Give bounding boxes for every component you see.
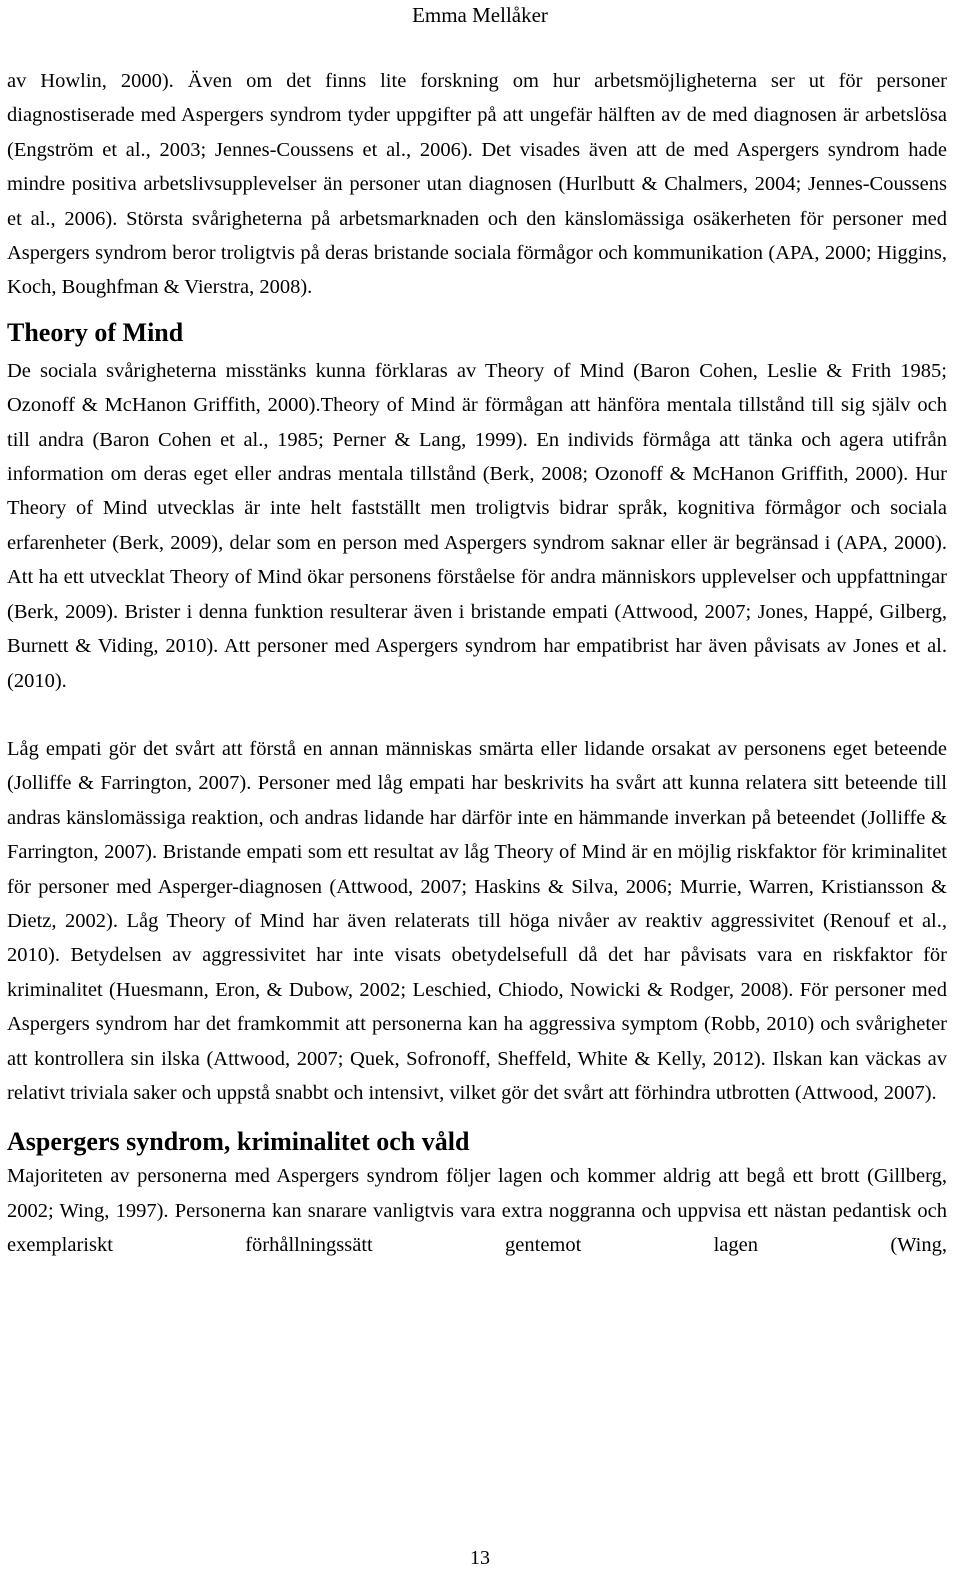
section-heading-theory-of-mind: Theory of Mind xyxy=(7,317,184,347)
section-heading-aspergers-crime-violence: Aspergers syndrom, kriminalitet och våld xyxy=(7,1127,470,1157)
theory-of-mind-paragraph: De sociala svårigheterna misstänks kunna förklaras av Theory of Mind (Baron Cohen, Leslie & Frith 1985; Ozonoff & McHanon Griffith, 2000).Theory of Mind är förmågan att hänföra mentala tillstånd till sig själv och till andra (Baron Cohen et al., 1985; Perner & Lang, 1999). En individs förmåga att tänka och agera utifrån information om deras eget eller andras mentala tillstånd (Berk, 2008; Ozonoff & McHanon Griffith, 2000). Hur Theory of Mind utvecklas är inte helt fastställt men troligtvis bidrar språk, kognitiva förmågor och sociala erfarenheter (Berk, 2009), delar som en person med Aspergers syndrom saknar eller är begränsad i (APA, 2000). Att ha ett utvecklat Theory of Mind ökar personens förståelse för andra människors upplevelser och uppfattningar (Berk, 2009). Brister i denna funktion resulterar även i bristande empati (Attwood, 2007; Jones, Happé, Gilberg, Burnett & Viding, 2010). Att personer med Aspergers syndrom har empatibrist har även påvisats av Jones et al. (2010). xyxy=(7,359,947,692)
empathy-paragraph: Låg empati gör det svårt att förstå en annan människas smärta eller lidande orsakat av personens eget beteende (Jolliffe & Farrington, 2007). Personer med låg empati har beskrivits ha svårt att kunna relatera sitt beteende till andras känslomässiga reaktion, och andras lidande har därför inte en hämmande inverkan på beteendet (Jolliffe & Farrington, 2007). Bristande empati som ett resultat av låg Theory of Mind är en möjlig riskfaktor för kriminalitet för personer med Asperger-diagnosen (Attwood, 2007; Haskins & Silva, 2006; Murrie, Warren, Kristiansson & Dietz, 2002). Låg Theory of Mind har även relaterats till höga nivåer av reaktiv aggressivitet (Renouf et al., 2010). Betydelsen av aggressivitet har inte visats obetydelsefull då det har påvisats vara en riskfaktor för kriminalitet (Huesmann, Eron, & Dubow, 2002; Leschied, Chiodo, Nowicki & Rodger, 2008). För personer med Aspergers syndrom har det framkommit att personerna kan ha aggressiva symptom (Robb, 2010) och svårigheter att kontrollera sin ilska (Attwood, 2007; Quek, Sofronoff, Sheffeld, White & Kelly, 2012). Ilskan kan väckas av relativt triviala saker och uppstå snabbt och intensivt, vilket gör det svårt att förhindra utbrotten (Attwood, 2007). xyxy=(7,737,947,1104)
intro-paragraph: av Howlin, 2000). Även om det finns lite forskning om hur arbetsmöjligheterna ser ut för personer diagnostiserade med Aspergers syndrom tyder uppgifter på att ungefär hälften av de med diagnosen är arbetslösa (Engström et al., 2003; Jennes-Coussens et al., 2006). Det visades även att de med Aspergers syndrom hade mindre positiva arbetslivsupplevelser än personer utan diagnosen (Hurlbutt & Chalmers, 2004; Jennes-Coussens et al., 2006). Största svårigheterna på arbetsmarknaden och den känslomässiga osäkerheten för personer med Aspergers syndrom beror troligtvis på deras bristande sociala förmågor och kommunikation (APA, 2000; Higgins, Koch, Boughfman & Vierstra, 2008). xyxy=(7,70,947,299)
aspergers-crime-paragraph: Majoriteten av personerna med Aspergers syndrom följer lagen och kommer aldrig att begå ett brott (Gillberg, 2002; Wing, 1997). Personerna kan snarare vanligtvis vara extra noggranna och uppvisa ett nästan pedantisk och exemplariskt förhållningssätt gentemot lagen (Wing, xyxy=(7,1165,947,1257)
page-number: 13 xyxy=(470,1547,490,1569)
page-body xyxy=(7,64,947,1263)
running-header-author: Emma Mellåker xyxy=(412,3,548,27)
